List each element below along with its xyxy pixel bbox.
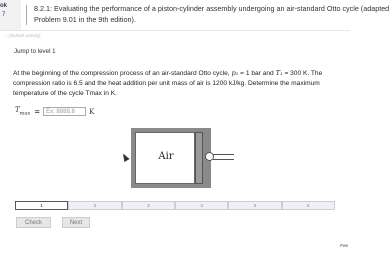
- header-bar: [0, 0, 389, 31]
- answer-row: [15, 106, 94, 117]
- level-segment[interactable]: 6: [282, 201, 335, 210]
- piston: [195, 132, 203, 184]
- left-tab-label: ok: [0, 3, 8, 9]
- level-segment[interactable]: 3: [122, 201, 175, 210]
- level-segment[interactable]: 5: [228, 201, 281, 210]
- school-activity-note: ...(School activity): [5, 33, 41, 38]
- question-line1: At the beginning of the compression process of an air-standard Otto cycle,: [13, 70, 230, 77]
- level-segment[interactable]: 4: [175, 201, 228, 210]
- level-segment[interactable]: 2: [68, 201, 121, 210]
- check-button[interactable]: Check: [16, 217, 51, 228]
- mouse-cursor-icon: [120, 152, 129, 162]
- page-subtitle: Problem 9.01 in the 9th edition).: [34, 15, 136, 24]
- page-title: 8.2.1: Evaluating the performance of a piston-cylinder assembly undergoing an air-standard Otto cycle (adapted: [34, 4, 389, 13]
- tmax-label: $T_{max}$: [15, 106, 31, 117]
- level-segment[interactable]: 1: [15, 201, 68, 210]
- question-eq2: = 300 K. The: [282, 70, 323, 77]
- piston-cylinder-diagram: [131, 128, 221, 188]
- question-text: [13, 68, 348, 99]
- jump-to-level-link[interactable]: Jump to level 1: [14, 48, 56, 55]
- tmax-input[interactable]: Ex: 8888.8: [43, 107, 86, 116]
- left-tab-strip[interactable]: [0, 0, 21, 30]
- divider: [26, 5, 27, 25]
- level-progress-bar: [15, 201, 335, 210]
- question-line3: temperature of the cycle Tmax in K.: [13, 90, 117, 97]
- question-eq1: = 1 bar and: [238, 70, 276, 77]
- connecting-rod-bottom: [213, 159, 234, 160]
- p1-symbol: p₁: [231, 69, 239, 77]
- question-line2: compression ratio is 6.5 and the heat addition per unit mass of air is 1200 kJ/kg. Determine the maximum: [13, 80, 320, 87]
- cylinder-wall: [131, 128, 211, 188]
- connecting-rod-top: [213, 154, 234, 155]
- next-button[interactable]: Next: [62, 217, 90, 228]
- air-label: Air: [158, 151, 174, 162]
- t1-symbol: T₁: [275, 69, 283, 77]
- equals-sign: =: [34, 107, 41, 116]
- feedback-link[interactable]: Fee: [340, 243, 348, 248]
- unit-label: K: [89, 107, 95, 116]
- air-chamber: [135, 132, 195, 184]
- left-tab-number: 7: [2, 12, 6, 18]
